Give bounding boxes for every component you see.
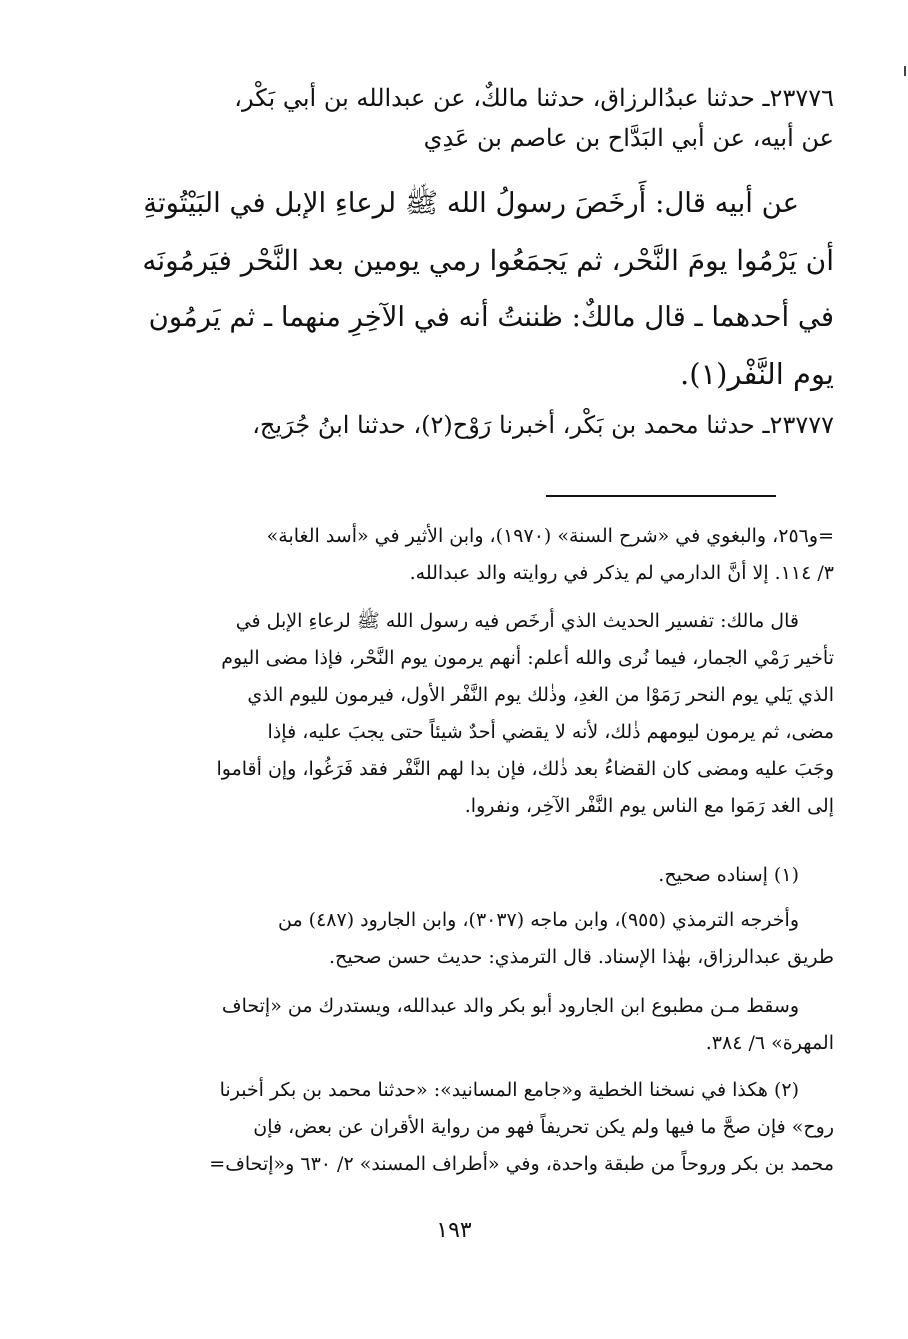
text-line: ٣/ ١١٤. إلا أنَّ الدارمي لم يذكر في روايته والد عبدالله. [409, 562, 834, 584]
footnote-1-note [139, 988, 834, 1062]
text-line: محمد بن بكر وروحاً من طبقة واحدة، وفي «أطراف المسند» ٢/ ٦٣٠ و«إتحاف= [209, 1153, 834, 1175]
text-line: عن أبيه قال: أَرخَصَ رسولُ الله ﷺ لرعاءِ الإبل في البَيْتُوتةِ [143, 187, 799, 219]
text-line: طريق عبدالرزاق، بهٰذا الإسناد. قال الترمذي: حديث حسن صحيح. [329, 946, 834, 968]
text-line: تأخير رَمْي الجمار، فيما نُرى والله أعلم: أنهم يرمون يوم النَّحْر، فإذا مضى اليوم [221, 647, 834, 669]
hadith-23776-isnad [139, 78, 834, 158]
hadith-23777-isnad [139, 405, 834, 445]
text-line: ٢٣٧٧٧ـ حدثنا محمد بن بَكْر، أخبرنا رَوْح(٢)، حدثنا ابنُ جُرَيج، [252, 411, 834, 439]
page-number: ١٩٣ [436, 1218, 472, 1243]
hadith-23776-matn [139, 175, 834, 403]
text-line: وسقط مـن مطبوع ابن الجارود أبو بكر والد عبدالله، ويستدرك من «إتحاف [221, 995, 799, 1017]
text-line: مضى، ثم يرمون ليومهم ذٰلك، لأنه لا يقضي أحدٌ شيئاً حتى يجبَ عليه، فإذا [267, 721, 834, 743]
text-line: في أحدهما ـ قال مالكٌ: ظننتُ أنه في الآخِرِ منهما ـ ثم يَرمُون [148, 301, 834, 333]
footnote-1-takhrij [139, 902, 834, 976]
edge-mark [904, 66, 906, 76]
text-line: أن يَرْمُوا يومَ النَّحْر، ثم يَجمَعُوا رمي يومين بعد النَّحْر فيَرمُونَه [142, 244, 834, 277]
text-line: عن أبيه، عن أبي البَدَّاح بن عاصم بن عَدِي [423, 124, 834, 152]
text-line: (١) إسناده صحيح. [658, 864, 799, 886]
text-line: المهرة» ٦/ ٣٨٤. [705, 1032, 834, 1054]
text-line: وجَبَ عليه ومضى كان القضاءُ بعد ذٰلك، فإن بدا لهم النَّفْر فقد فَرَغُوا، وإن أقاموا [216, 758, 834, 780]
text-line: إلى الغد رَمَوا مع الناس يوم النَّفْر الآخِر، ونفروا. [464, 795, 834, 817]
footnote-1-head [139, 857, 834, 894]
footnote-continued [139, 518, 834, 592]
footnote-malik-explanation [139, 603, 834, 825]
text-line: =و٢٥٦، والبغوي في «شرح السنة» (١٩٧٠)، وابن الأثير في «أسد الغابة» [266, 525, 834, 547]
text-line: الذي يَلي يوم النحر رَمَوْا من الغدِ، وذٰلك يوم النَّفْر الأول، فيرمون لليوم الذي [247, 684, 834, 706]
text-line: روح» فإن صحَّ ما فيها ولم يكن تحريفاً فهو من رواية الأقران عن بعض، فإن [253, 1116, 834, 1138]
footnote-separator [546, 495, 776, 497]
footnote-2 [139, 1072, 834, 1183]
text-line: يوم النَّفْر(١). [680, 357, 834, 391]
text-line: ٢٣٧٧٦ـ حدثنا عبدُالرزاق، حدثنا مالكٌ، عن عبدالله بن أبي بَكْر، [234, 84, 834, 112]
text-line: وأخرجه الترمذي (٩٥٥)، وابن ماجه (٣٠٣٧)، وابن الجارود (٤٨٧) من [278, 909, 799, 931]
text-line: (٢) هكذا في نسخنا الخطية و«جامع المسانيد»: «حدثنا محمد بن بكر أخبرنا [219, 1079, 799, 1101]
text-line: قال مالك: تفسير الحديث الذي أرخَص فيه رسول الله ﷺ لرعاءِ الإبل في [235, 610, 799, 632]
